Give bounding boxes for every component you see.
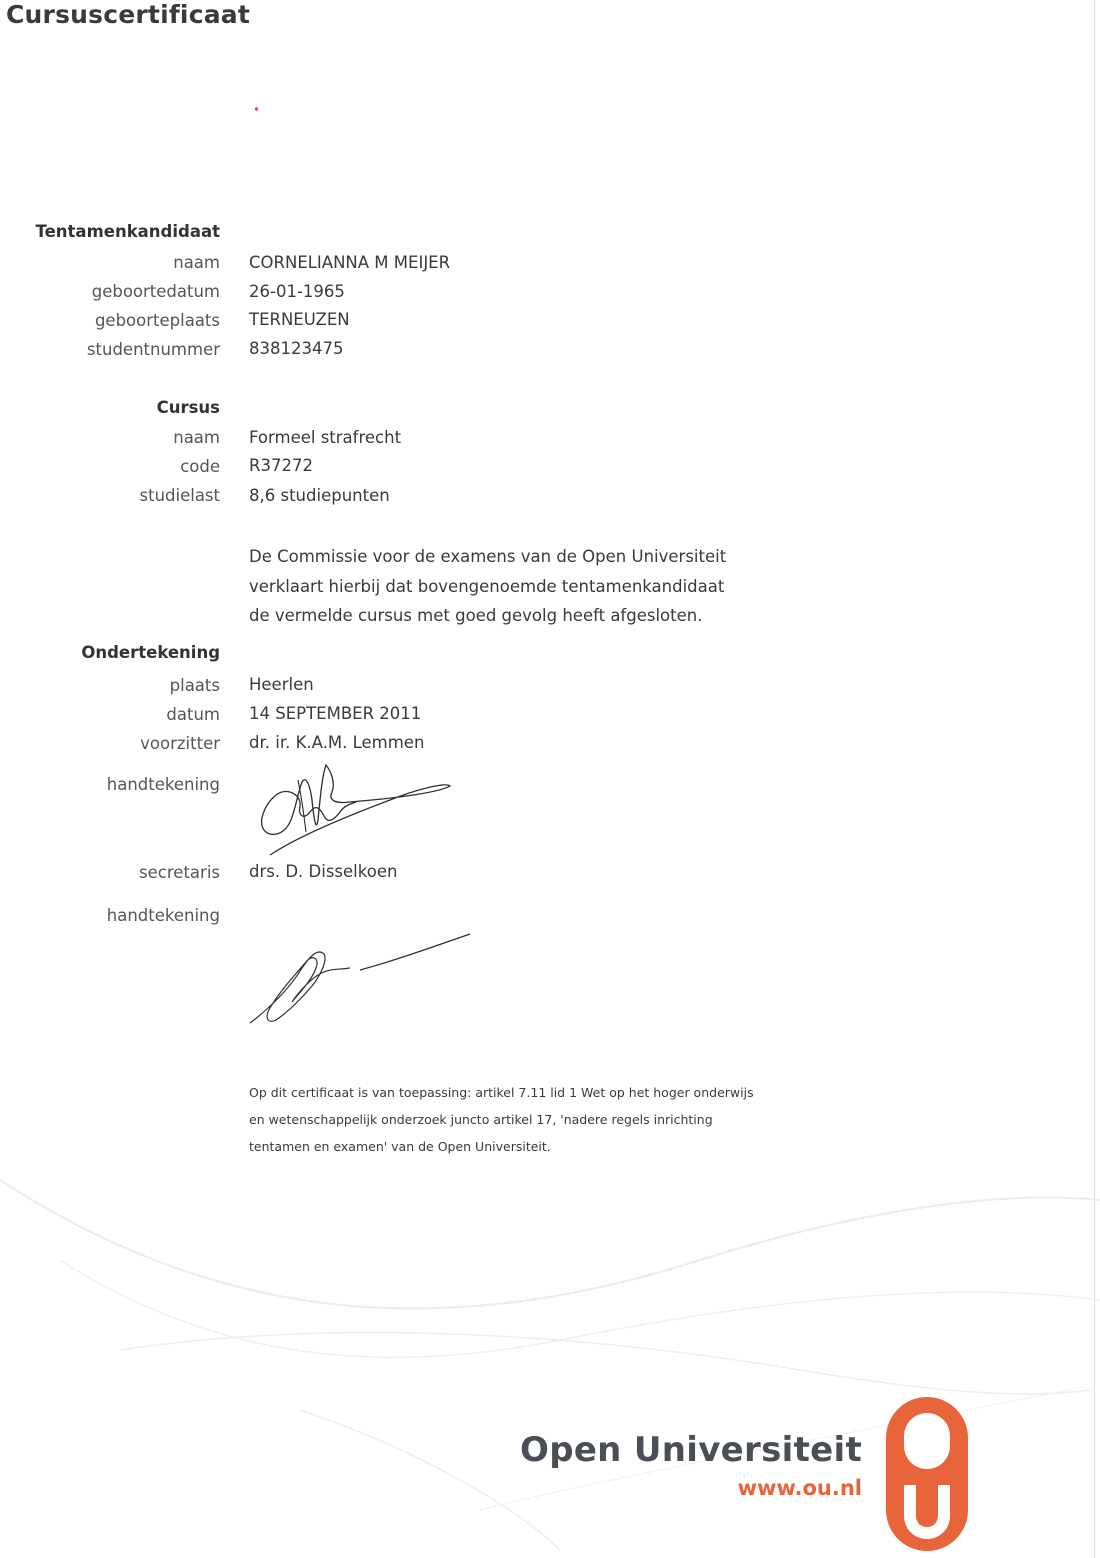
ink-speck <box>255 107 258 111</box>
footnote-line: tentamen en examen' van de Open Universiteit. <box>249 1139 551 1154</box>
place-value: Heerlen <box>249 675 314 694</box>
ou-logo-icon <box>882 1395 972 1555</box>
candidate-heading: Tentamenkandidaat <box>35 222 220 241</box>
birthplace-value: TERNEUZEN <box>249 310 350 329</box>
secretary-signature <box>240 928 480 1028</box>
date-value: 14 SEPTEMBER 2011 <box>249 704 422 723</box>
footnote-line: Op dit certificaat is van toepassing: artikel 7.11 lid 1 Wet op het hoger onderwijs <box>249 1085 754 1100</box>
birthplace-label: geboorteplaats <box>94 311 220 330</box>
university-url: www.ou.nl <box>737 1476 862 1500</box>
secretary-label: secretaris <box>139 863 220 882</box>
footnote-line: en wetenschappelijk onderzoek juncto artikel 17, 'nadere regels inrichting <box>249 1112 713 1127</box>
secretary-signature-label: handtekening <box>106 906 220 925</box>
chair-signature-label: handtekening <box>106 775 220 794</box>
course-code-value: R37272 <box>249 456 313 475</box>
university-logo-name: Open Universiteit <box>519 1430 862 1470</box>
declaration-line: de vermelde cursus met goed gevolg heeft afgesloten. <box>249 606 703 625</box>
candidate-name-label: naam <box>173 253 220 272</box>
course-code-label: code <box>180 457 220 476</box>
birthdate-label: geboortedatum <box>91 282 220 301</box>
course-name-label: naam <box>173 428 220 447</box>
declaration-line: verklaart hierbij dat bovengenoemde tentamenkandidaat <box>249 576 725 596</box>
date-label: datum <box>166 705 220 724</box>
course-load-label: studielast <box>139 486 220 505</box>
student-number-label: studentnummer <box>86 340 220 359</box>
candidate-name-value: CORNELIANNA M MEIJER <box>249 253 451 272</box>
declaration-paragraph <box>249 542 726 631</box>
student-number-value: 838123475 <box>249 339 344 358</box>
chair-label: voorzitter <box>140 734 220 753</box>
declaration-line: De Commissie voor de examens van de Open Universiteit <box>249 547 727 566</box>
signing-heading: Ondertekening <box>81 643 220 662</box>
chair-value: dr. ir. K.A.M. Lemmen <box>249 733 425 752</box>
certificate-title: Cursuscertificaat <box>6 0 251 29</box>
course-name-value: Formeel strafrecht <box>249 428 402 447</box>
birthdate-value: 26-01-1965 <box>249 282 345 301</box>
place-label: plaats <box>169 676 220 695</box>
chair-signature <box>240 760 470 860</box>
course-load-value: 8,6 studiepunten <box>249 486 390 505</box>
secretary-value: drs. D. Disselkoen <box>249 862 398 881</box>
course-heading: Cursus <box>156 398 220 417</box>
legal-footnote <box>249 1079 754 1160</box>
